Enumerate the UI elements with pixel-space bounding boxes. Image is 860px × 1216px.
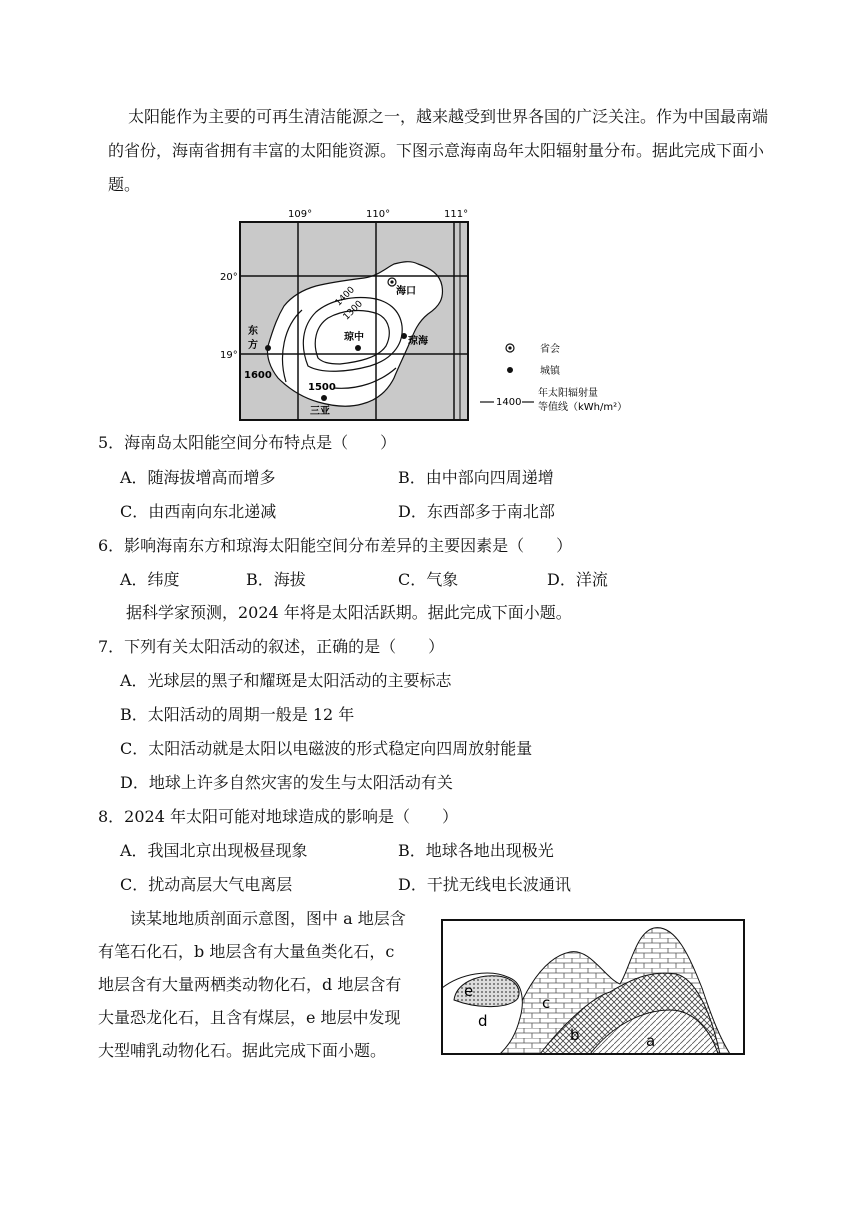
lat-19: 19°: [220, 350, 238, 361]
layer-a-label: a: [646, 1032, 656, 1050]
q8-option-d[interactable]: D．干扰无线电长波通讯: [398, 875, 571, 894]
q7-option-d[interactable]: D．地球上许多自然灾害的发生与太阳活动有关: [120, 773, 453, 792]
q6-option-a[interactable]: A．纬度: [120, 570, 180, 589]
q8-option-b[interactable]: B．地球各地出现极光: [398, 841, 554, 860]
q6-option-d[interactable]: D．洋流: [547, 570, 608, 589]
lon-109: 109°: [288, 209, 313, 220]
layer-d-label: d: [478, 1012, 488, 1030]
geo-intro-line-5: 大型哺乳动物化石。据此完成下面小题。: [98, 1041, 387, 1060]
legend-iso-label2: 等值线（kWh/m²）: [538, 402, 628, 413]
q7-option-a[interactable]: A．光球层的黑子和耀斑是太阳活动的主要标志: [120, 671, 452, 690]
iso-1500: 1500: [308, 382, 336, 393]
q8-option-a[interactable]: A．我国北京出现极昼现象: [120, 841, 308, 860]
question-7-stem: 7．下列有关太阳活动的叙述，正确的是（ ）: [98, 637, 445, 656]
place-haikou: 海口: [396, 286, 416, 297]
legend-capital: 省会: [540, 344, 560, 355]
q8-option-c[interactable]: C．扰动高层大气电离层: [120, 875, 293, 894]
lat-20: 20°: [220, 272, 238, 283]
layer-e-label: e: [464, 982, 474, 1000]
geo-intro-line-4: 大量恐龙化石，且含有煤层，e 地层中发现: [98, 1008, 401, 1027]
lon-110: 110°: [366, 209, 391, 220]
lon-111: 111°: [444, 209, 469, 220]
place-dongfang-2: 方: [248, 340, 258, 351]
q5-option-a[interactable]: A．随海拔增高而增多: [120, 468, 276, 487]
question-5-stem: 5．海南岛太阳能空间分布特点是（ ）: [98, 433, 397, 452]
q7-option-b[interactable]: B．太阳活动的周期一般是 12 年: [120, 705, 355, 724]
legend-iso-value: 1400: [496, 397, 522, 408]
q5-option-c[interactable]: C．由西南向东北递减: [120, 502, 277, 521]
intro-paragraph-solar: 太阳能作为主要的可再生清洁能源之一，越来越受到世界各国的广泛关注。作为中国最南端的省份，海南省拥有丰富的太阳能资源。下图示意海南岛年太阳辐射量分布。据此完成下面小题。: [108, 107, 769, 194]
intro-paragraph-solar-activity: 据科学家预测，2024 年将是太阳活跃期。据此完成下面小题。: [126, 603, 572, 622]
question-8-stem: 8．2024 年太阳可能对地球造成的影响是（ ）: [98, 807, 458, 826]
place-dongfang-1: 东: [248, 326, 258, 337]
iso-1600: 1600: [244, 370, 272, 381]
q7-option-c[interactable]: C．太阳活动就是太阳以电磁波的形式稳定向四周放射能量: [120, 739, 533, 758]
layer-c-label: c: [542, 994, 551, 1012]
geo-intro-line-3: 地层含有大量两栖类动物化石，d 地层含有: [98, 975, 402, 994]
q5-option-d[interactable]: D．东西部多于南北部: [398, 502, 555, 521]
q5-option-b[interactable]: B．由中部向四周递增: [398, 468, 554, 487]
geological-profile-diagram: [440, 918, 746, 1056]
q6-option-b[interactable]: B．海拔: [246, 570, 306, 589]
layer-b-label: b: [570, 1026, 580, 1044]
geo-intro-line-1: 读某地地质剖面示意图，图中 a 地层含: [130, 909, 406, 928]
question-6-stem: 6．影响海南东方和琼海太阳能空间分布差异的主要因素是（ ）: [98, 536, 573, 555]
legend-town: 城镇: [540, 366, 560, 377]
place-qiongzhong: 琼中: [344, 332, 364, 343]
legend-iso-label1: 年太阳辐射量: [538, 388, 598, 399]
iso-1300: 1300: [341, 299, 365, 323]
q6-option-c[interactable]: C．气象: [398, 570, 459, 589]
place-sanya: 三亚: [310, 406, 330, 417]
iso-1400: 1400: [333, 285, 357, 309]
hainan-solar-radiation-map: [218, 206, 688, 422]
place-qionghai: 琼海: [408, 336, 428, 347]
geo-intro-line-2: 有笔石化石，b 地层含有大量鱼类化石，c: [98, 942, 395, 961]
